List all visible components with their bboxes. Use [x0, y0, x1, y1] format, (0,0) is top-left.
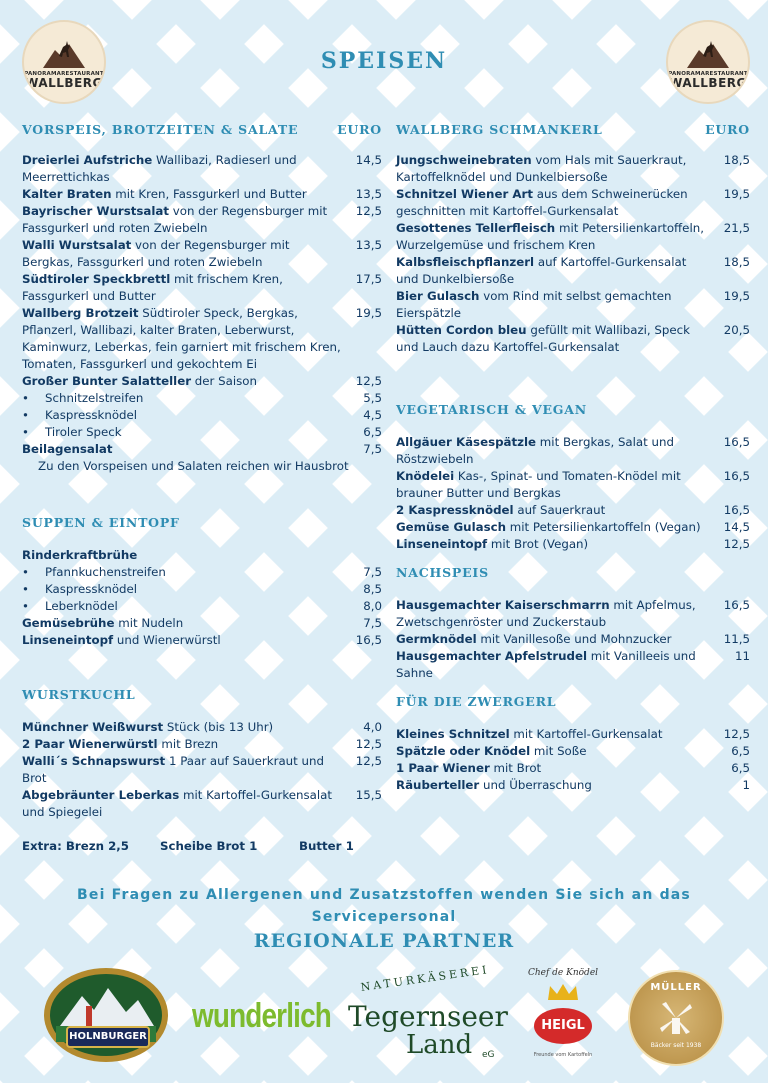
section-heading-vegan: VEGETARISCH & VEGAN: [396, 402, 587, 417]
menu-item-name: Räuberteller: [396, 778, 480, 792]
menu-item-price: 16,5: [723, 598, 750, 612]
extra-brezn: Extra: Brezn 2,5: [22, 839, 129, 853]
menu-item: [396, 726, 750, 743]
menu-item-desc: auf Kartoffel-Gurkensalat und Dunkelbiersoße: [396, 255, 687, 286]
menu-item-text: [22, 271, 352, 305]
menu-item-desc: mit Brot (Vegan): [487, 537, 589, 551]
currency-label: EURO: [337, 122, 382, 137]
menu-item-name: Münchner Weißwurst: [22, 720, 164, 734]
menu-item-name: Jungschweinebraten: [396, 153, 532, 167]
menu-item: [22, 736, 382, 753]
menu-item-name: Hausgemachter Apfelstrudel: [396, 649, 588, 663]
menu-item-text: [396, 152, 720, 186]
menu-item-price: 4,0: [363, 720, 382, 734]
holnburger-label: HOLNBURGER: [66, 1026, 150, 1048]
menu-item: [22, 719, 382, 736]
menu-item-name: Bayrischer Wurstsalat: [22, 204, 169, 218]
menu-item: [396, 434, 750, 468]
menu-item-price: 18,5: [723, 153, 750, 167]
wurst-list: [22, 719, 382, 821]
menu-item-price: 7,5: [363, 616, 382, 630]
menu-item: [396, 777, 750, 794]
menu-item: [396, 536, 750, 553]
addon-price: 4,5: [363, 408, 382, 422]
menu-item: [22, 271, 382, 305]
menu-item: [396, 468, 750, 502]
menu-item-text: [396, 254, 720, 288]
menu-item-name: Großer Bunter Salatteller: [22, 374, 192, 388]
menu-item-price: 19,5: [355, 306, 382, 320]
addon-item: [22, 390, 382, 407]
menu-item-desc: mit Kartoffel-Gurkensalat und Spiegelei: [22, 788, 333, 819]
menu-item-price: 13,5: [355, 187, 382, 201]
menu-item-price: 12,5: [355, 204, 382, 218]
tegernseer-logo: [344, 963, 508, 1068]
menu-item: [22, 373, 382, 390]
menu-item-text: [396, 502, 720, 519]
menu-item-desc: mit Brot: [489, 761, 542, 775]
menu-item: [396, 743, 750, 760]
suppen-addons: [22, 564, 382, 615]
mueller-sub-label: Bäcker seit 1938: [650, 1042, 702, 1049]
menu-item-desc: und Wienerwürstl: [113, 633, 221, 647]
menu-item: [22, 152, 382, 186]
menu-item-name: Knödelei: [396, 469, 455, 483]
menu-item-price: 16,5: [723, 503, 750, 517]
menu-item-price: 12,5: [723, 537, 750, 551]
addon-label: Schnitzelstreifen: [45, 391, 144, 405]
menu-item-desc: von der Regensburger mit Bergkas, Fassgurkerl und roten Zwiebeln: [22, 238, 290, 269]
eg-label: eG: [482, 1050, 495, 1060]
allergen-note: Bei Fragen zu Allergenen und Zusatzstoffen wenden Sie sich an das Servicepersonal: [77, 887, 691, 925]
menu-item-price: 1: [742, 778, 750, 792]
menu-item-price: 6,5: [731, 761, 750, 775]
holnburger-logo: [42, 966, 170, 1064]
menu-item-desc: Stück (bis 13 Uhr): [163, 720, 274, 734]
mueller-label: MÜLLER: [650, 982, 702, 993]
menu-item-desc: Südtiroler Speck, Bergkas, Pflanzerl, Wallibazi, kalter Braten, Leberwurst, Kaminwurz, Leberkas, fein garniert mit frischem Kren, Tomaten, Fassgurkerl und gekochtem Ei: [22, 306, 341, 371]
menu-item: [396, 322, 750, 356]
menu-item-desc: mit Petersilienkartoffeln, Wurzelgemüse und frischem Kren: [396, 221, 704, 252]
menu-item-price: 6,5: [731, 744, 750, 758]
menu-item-price: 12,5: [355, 737, 382, 751]
menu-item: [396, 152, 750, 186]
menu-item-text: [22, 615, 352, 632]
menu-item-name: Wallberg Brotzeit: [22, 306, 139, 320]
partners-title: REGIONALE PARTNER: [253, 930, 515, 952]
menu-item-text: [396, 220, 720, 254]
right-column: [396, 122, 750, 794]
addon-label: Kaspressknödel: [45, 408, 138, 422]
addon-item: [22, 424, 382, 441]
menu-item: [22, 203, 382, 237]
menu-item: [22, 186, 382, 203]
menu-item-name: 1 Paar Wiener: [396, 761, 490, 775]
menu-item-name: Kalbsfleischpflanzerl: [396, 255, 535, 269]
menu-item: [396, 220, 750, 254]
menu-item-name: Spätzle oder Knödel: [396, 744, 531, 758]
menu-item-name: Schnitzel Wiener Art: [396, 187, 533, 201]
menu-item-text: [396, 648, 720, 682]
menu-item-name: Bier Gulasch: [396, 289, 480, 303]
logo-line1: PANORAMARESTAURANT: [668, 70, 748, 77]
menu-item-desc: Wallibazi, Radieserl und Meerrettichkas: [22, 153, 297, 184]
menu-item-desc: auf Sauerkraut: [513, 503, 606, 517]
menu-item-desc: und Überraschung: [479, 778, 592, 792]
menu-item-desc: mit Nudeln: [114, 616, 184, 630]
vegan-list: [396, 434, 750, 553]
page-title: SPEISEN: [320, 48, 448, 74]
bullet-icon: •: [22, 408, 29, 422]
menu-item-price: 19,5: [723, 187, 750, 201]
menu-item-desc: 1 Paar auf Sauerkraut und Brot: [22, 754, 324, 785]
currency-label: EURO: [705, 122, 750, 137]
menu-item-text: [396, 597, 720, 631]
menu-item-name: 2 Kaspressknödel: [396, 503, 514, 517]
menu-item-name: Kalter Braten: [22, 187, 112, 201]
crown-icon: [546, 982, 580, 1002]
menu-item-text: [22, 152, 352, 186]
menu-item: [396, 186, 750, 220]
heigl-label: HEIGL: [534, 1008, 592, 1044]
menu-item-name: Gemüse Gulasch: [396, 520, 507, 534]
menu-item: [22, 615, 382, 632]
section-heading-nachspeis: NACHSPEIS: [396, 565, 489, 580]
menu-item-name: Gesottenes Tellerfleisch: [396, 221, 556, 235]
menu-item-text: [396, 186, 720, 220]
menu-item-name: Abgebräunter Leberkas: [22, 788, 180, 802]
menu-item-price: 12,5: [355, 754, 382, 768]
extra-butter: Butter 1: [299, 839, 354, 853]
wunderlich-logo: wunderlich: [192, 997, 331, 1035]
menu-item-name: Kleines Schnitzel: [396, 727, 510, 741]
windmill-icon: [656, 998, 696, 1038]
menu-item-desc: mit Vanilleeis und Sahne: [396, 649, 696, 680]
bullet-icon: •: [22, 425, 29, 439]
menu-item-text: [396, 322, 720, 356]
menu-item-price: 13,5: [355, 238, 382, 252]
logo-line2: WALLBERG: [25, 75, 103, 90]
menu-item-name: Walli´s Schnapswurst: [22, 754, 166, 768]
menu-item-desc: vom Hals mit Sauerkraut, Kartoffelknödel und Dunkelbiersoße: [396, 153, 687, 184]
section-heading-schmankerl: WALLBERG SCHMANKERL EURO: [396, 122, 750, 142]
menu-item-name: Dreierlei Aufstriche: [22, 153, 153, 167]
menu-item-desc: mit frischem Kren, Fassgurkerl und Butter: [22, 272, 283, 303]
menu-item-text: [22, 632, 352, 649]
bullet-icon: •: [22, 599, 29, 613]
menu-item-desc: mit Soße: [530, 744, 587, 758]
menu-item-name: Linseneintopf: [22, 633, 114, 647]
menu-item-desc: mit Apfelmus, Zwetschgenröster und Zuckerstaub: [396, 598, 696, 629]
menu-item-price: 14,5: [355, 153, 382, 167]
menu-item-desc: aus dem Schweinerücken geschnitten mit Kartoffel-Gurkensalat: [396, 187, 688, 218]
tegernseer-label: Tegernseer: [348, 1000, 508, 1033]
menu-item-text: [396, 631, 720, 648]
left-column: [22, 122, 382, 853]
nachspeis-list: [396, 597, 750, 682]
menu-item-name: Hausgemachter Kaiserschmarrn: [396, 598, 610, 612]
bread-note: Zu den Vorspeisen und Salaten reichen wir Hausbrot: [38, 459, 349, 473]
menu-item-name: Hütten Cordon bleu: [396, 323, 527, 337]
menu-item-desc: von der Regensburger mit Fassgurkerl und roten Zwiebeln: [22, 204, 328, 235]
menu-item-text: [22, 736, 352, 753]
bullet-icon: •: [22, 565, 29, 579]
menu-item-text: [22, 753, 352, 787]
menu-item-name: Gemüsebrühe: [22, 616, 115, 630]
menu-item-price: 19,5: [723, 289, 750, 303]
menu-item: [396, 760, 750, 777]
section-heading-zwergerl: FÜR DIE ZWERGERL: [396, 694, 557, 709]
menu-item-price: 11: [734, 649, 750, 663]
menu-item-text: [22, 719, 352, 736]
menu-item: [22, 305, 382, 373]
menu-item-price: 18,5: [723, 255, 750, 269]
naturkaeserei-label: NATURKÄSEREI: [359, 963, 491, 994]
menu-item-price: 21,5: [723, 221, 750, 235]
menu-item-text: [22, 373, 352, 390]
menu-item-desc: gefüllt mit Wallibazi, Speck und Lauch dazu Kartoffel-Gurkensalat: [396, 323, 690, 354]
menu-item-name: Allgäuer Käsespätzle: [396, 435, 537, 449]
menu-item: [22, 237, 382, 271]
addon-label: Leberknödel: [45, 599, 118, 613]
menu-item: [396, 519, 750, 536]
menu-item-name: Rinderkraftbrühe: [22, 548, 138, 562]
schmankerl-list: [396, 152, 750, 356]
menu-item-text: [396, 434, 720, 468]
menu-item-text: [396, 726, 720, 743]
addon-item: [22, 564, 382, 581]
logo-line2: WALLBERG: [669, 75, 747, 90]
heigl-sub-label: Freunde vom Kartoffeln: [533, 1052, 593, 1058]
menu-item-text: [22, 787, 352, 821]
menu-item-price: 17,5: [355, 272, 382, 286]
menu-item: [22, 441, 382, 458]
addon-item: [22, 407, 382, 424]
menu-item-name: 2 Paar Wienerwürstl: [22, 737, 158, 751]
land-label: Land: [406, 1030, 473, 1060]
menu-item-name: Südtiroler Speckbrettl: [22, 272, 171, 286]
menu-item-desc: mit Kartoffel-Gurkensalat: [509, 727, 663, 741]
vorspeisen-list: [22, 152, 382, 390]
menu-item: [396, 288, 750, 322]
menu-item: [22, 787, 382, 821]
addon-item: [22, 598, 382, 615]
addon-label: Kaspressknödel: [45, 582, 138, 596]
menu-item-text: [22, 203, 352, 237]
vorspeisen-addons: [22, 390, 382, 441]
menu-item-desc: mit Petersilienkartoffeln (Vegan): [506, 520, 701, 534]
addon-price: 7,5: [363, 565, 382, 579]
menu-item-price: 20,5: [723, 323, 750, 337]
menu-item-text: [396, 519, 720, 536]
menu-item-name: Walli Wurstsalat: [22, 238, 132, 252]
addon-price: 5,5: [363, 391, 382, 405]
menu-item-price: 16,5: [723, 435, 750, 449]
addon-label: Pfannkuchenstreifen: [45, 565, 166, 579]
section-heading-vorspeisen: VORSPEIS, BROTZEITEN & SALATE EURO: [22, 122, 382, 142]
heigl-top-label: Chef de Knödel: [527, 968, 599, 978]
zwergerl-list: [396, 726, 750, 794]
section-heading-wurst: WURSTKUCHL: [22, 687, 136, 702]
menu-item-price: 11,5: [723, 632, 750, 646]
menu-item-price: 14,5: [723, 520, 750, 534]
menu-item-price: 16,5: [355, 633, 382, 647]
menu-item: [396, 631, 750, 648]
addon-price: 6,5: [363, 425, 382, 439]
menu-item-name: Beilagensalat: [22, 442, 113, 456]
addon-item: [22, 581, 382, 598]
menu-item-text: [396, 536, 720, 553]
menu-item-name: Germknödel: [396, 632, 477, 646]
menu-item-price: 12,5: [355, 374, 382, 388]
menu-item-desc: mit Bergkas, Salat und Röstzwiebeln: [396, 435, 674, 466]
menu-item-price: 7,5: [363, 442, 382, 456]
menu-item-price: 16,5: [723, 469, 750, 483]
menu-item-desc: Kas-, Spinat- und Tomaten-Knödel mit brauner Butter und Bergkas: [396, 469, 681, 500]
menu-item-price: 15,5: [355, 788, 382, 802]
addon-label: Tiroler Speck: [45, 425, 122, 439]
menu-item: [396, 597, 750, 631]
heigl-logo: [516, 966, 610, 1066]
section-heading-suppen: SUPPEN & EINTOPF: [22, 515, 180, 530]
bullet-icon: •: [22, 391, 29, 405]
menu-item-desc: der Saison: [191, 374, 257, 388]
menu-item-text: [22, 186, 352, 203]
mueller-logo: [628, 970, 724, 1066]
menu-item-desc: mit Kren, Fassgurkerl und Butter: [111, 187, 307, 201]
menu-item: [22, 632, 382, 649]
menu-item-price: 12,5: [723, 727, 750, 741]
menu-item-text: [396, 743, 720, 760]
menu-item-desc: mit Brezn: [157, 737, 219, 751]
menu-item-text: [396, 760, 720, 777]
extras-row: [22, 839, 382, 853]
addon-price: 8,5: [363, 582, 382, 596]
menu-item-name: Linseneintopf: [396, 537, 488, 551]
logo-line1: PANORAMARESTAURANT: [24, 70, 104, 77]
menu-item: [22, 753, 382, 787]
bullet-icon: •: [22, 582, 29, 596]
addon-price: 8,0: [363, 599, 382, 613]
menu-item: [396, 254, 750, 288]
extra-brot: Scheibe Brot 1: [160, 839, 258, 853]
menu-item-text: [396, 288, 720, 322]
menu-item: [396, 502, 750, 519]
menu-item-text: [396, 468, 720, 502]
menu-item: [396, 648, 750, 682]
menu-item-text: [22, 305, 352, 373]
menu-item-text: [22, 237, 352, 271]
menu-item-desc: mit Vanillesoße und Mohnzucker: [476, 632, 672, 646]
suppen-list: [22, 615, 382, 649]
menu-item-text: [396, 777, 720, 794]
menu-item-desc: vom Rind mit selbst gemachten Eierspätzle: [396, 289, 672, 320]
menu-item: [22, 547, 382, 564]
